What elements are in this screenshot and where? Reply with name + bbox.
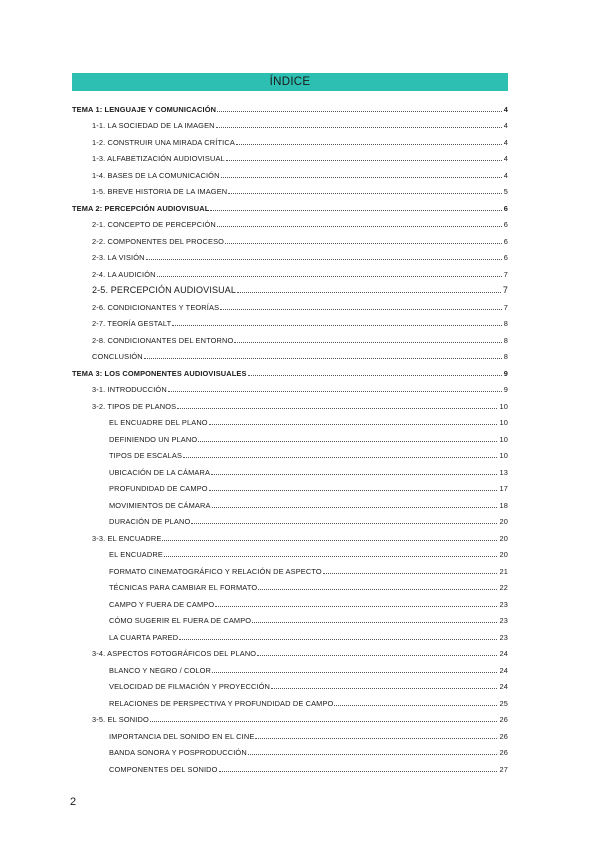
toc-entry-label: LA CUARTA PARED	[109, 632, 179, 642]
toc-dot-leader	[234, 341, 501, 343]
toc-dot-leader	[168, 390, 502, 392]
toc-dot-leader	[179, 638, 497, 640]
toc-entry-label: TÉCNICAS PARA CAMBIAR EL FORMATO	[109, 583, 258, 592]
toc-entry-page: 10	[499, 418, 508, 427]
toc-entry[interactable]	[72, 444, 508, 461]
toc-entry-page: 4	[503, 121, 508, 130]
toc-entry-label: FORMATO CINEMATOGRÁFICO Y RELACIÓN DE ASPECTO	[109, 566, 322, 576]
toc-entry-label: 1-1. LA SOCIEDAD DE LA IMAGEN	[92, 121, 215, 130]
toc-entry-page: 8	[503, 319, 508, 328]
toc-entry[interactable]	[72, 625, 508, 642]
toc-entry[interactable]	[72, 493, 508, 510]
toc-entry-label: UBICACIÓN DE LA CÁMARA	[109, 467, 211, 477]
toc-entry-label: DURACIÓN DE PLANO	[109, 517, 191, 526]
toc-entry-label: 1-3. ALFABETIZACIÓN AUDIOVISUAL	[92, 154, 225, 163]
page-number: 2	[70, 796, 77, 808]
toc-entry[interactable]	[72, 312, 508, 329]
toc-entry[interactable]	[72, 213, 508, 230]
toc-entry[interactable]	[72, 526, 508, 543]
toc-entry-label: CÓMO SUGERIR EL FUERA DE CAMPO	[109, 616, 252, 625]
toc-dot-leader	[252, 621, 497, 623]
toc-entry-label: VELOCIDAD DE FILMACIÓN Y PROYECCIÓN	[109, 682, 271, 691]
toc-entry[interactable]	[72, 196, 508, 213]
toc-entry-label: 3-5. EL SONIDO	[92, 715, 149, 724]
toc-dot-leader	[162, 539, 497, 541]
toc-entry-label: 2-6. CONDICIONANTES Y TEORÍAS	[92, 302, 220, 312]
toc-dot-leader	[217, 225, 502, 227]
toc-dot-leader	[164, 555, 498, 557]
toc-entry[interactable]	[72, 460, 508, 477]
toc-entry-label: CAMPO Y FUERA DE CAMPO	[109, 599, 215, 609]
toc-entry-page: 26	[499, 748, 508, 757]
toc-entry[interactable]	[72, 394, 508, 411]
toc-entry[interactable]	[72, 741, 508, 758]
toc-entry-page: 7	[502, 285, 508, 295]
toc-entry-label: TIPOS DE ESCALAS	[109, 451, 183, 460]
toc-entry-page: 5	[503, 187, 508, 196]
toc-entry[interactable]	[72, 543, 508, 560]
toc-entry-page: 7	[503, 302, 508, 312]
toc-entry-page: 4	[503, 104, 508, 114]
toc-entry-label: TEMA 1: LENGUAJE Y COMUNICACIÓN	[72, 104, 217, 114]
toc-entry-label: DEFINIENDO UN PLANO	[109, 434, 198, 444]
toc-dot-leader	[228, 192, 501, 194]
toc-entry-page: 4	[503, 137, 508, 147]
toc-dot-leader	[220, 308, 502, 310]
toc-dot-leader	[177, 407, 497, 409]
toc-entry-page: 7	[503, 269, 508, 279]
toc-entry[interactable]	[72, 97, 508, 114]
toc-entry-page: 4	[503, 154, 508, 163]
toc-dot-leader	[217, 110, 502, 112]
toc-dot-leader	[183, 456, 497, 458]
toc-entry[interactable]	[72, 576, 508, 593]
toc-entry-page: 25	[499, 698, 508, 708]
toc-dot-leader	[255, 737, 497, 739]
toc-entry[interactable]	[72, 658, 508, 675]
toc-entry-label: 3-4. ASPECTOS FOTOGRÁFICOS DEL PLANO	[92, 649, 257, 658]
toc-entry-page: 23	[499, 616, 508, 625]
toc-entry-label: EL ENCUADRE	[109, 550, 163, 559]
toc-entry-page: 8	[503, 352, 508, 361]
toc-dot-leader	[248, 753, 498, 755]
toc-entry-page: 24	[499, 649, 508, 658]
toc-entry[interactable]	[72, 229, 508, 246]
toc-entry-page: 9	[503, 385, 508, 394]
toc-entry-label: 3-2. TIPOS DE PLANOS	[92, 401, 177, 411]
toc-entry[interactable]	[72, 757, 508, 774]
toc-entry-page: 20	[499, 550, 508, 559]
toc-dot-leader	[144, 357, 502, 359]
toc-entry-label: BLANCO Y NEGRO / COLOR	[109, 665, 212, 675]
toc-dot-leader	[172, 324, 501, 326]
toc-entry-page: 20	[499, 517, 508, 526]
toc-dot-leader	[248, 374, 502, 376]
toc-dot-leader	[211, 473, 497, 475]
toc-entry-page: 27	[499, 764, 508, 774]
toc-dot-leader	[237, 291, 501, 293]
toc-entry-page: 17	[499, 484, 508, 493]
toc-entry-label: RELACIONES DE PERSPECTIVA Y PROFUNDIDAD DE CAMPO	[109, 698, 334, 708]
toc-entry-page: 10	[499, 434, 508, 444]
toc-entry-page: 6	[503, 236, 508, 246]
toc-entry-label: 2-7. TEORÍA GESTALT	[92, 319, 172, 328]
toc-dot-leader	[212, 671, 497, 673]
toc-entry[interactable]	[72, 163, 508, 180]
toc-dot-leader	[334, 704, 497, 706]
table-of-contents	[72, 97, 508, 774]
toc-dot-leader	[216, 126, 502, 128]
toc-entry-label: CONCLUSIÓN	[92, 352, 143, 361]
toc-entry-page: 6	[503, 203, 508, 213]
toc-dot-leader	[221, 176, 502, 178]
toc-entry[interactable]	[72, 130, 508, 147]
toc-entry-page: 6	[503, 253, 508, 262]
toc-entry[interactable]	[72, 708, 508, 725]
toc-dot-leader	[191, 522, 497, 524]
toc-dot-leader	[209, 423, 498, 425]
toc-entry-page: 10	[499, 401, 508, 411]
toc-dot-leader	[236, 143, 502, 145]
toc-entry[interactable]	[72, 246, 508, 263]
toc-dot-leader	[157, 275, 502, 277]
toc-entry-page: 8	[503, 335, 508, 345]
toc-entry[interactable]	[72, 147, 508, 164]
toc-entry-label: 1-2. CONSTRUIR UNA MIRADA CRÍTICA	[92, 137, 235, 147]
toc-entry-page: 18	[499, 500, 508, 510]
toc-dot-leader	[215, 605, 497, 607]
toc-entry[interactable]	[72, 295, 508, 312]
toc-dot-leader	[209, 489, 498, 491]
toc-entry-label: 2-8. CONDICIONANTES DEL ENTORNO	[92, 335, 234, 345]
toc-entry[interactable]	[72, 642, 508, 659]
toc-entry-label: 2-1. CONCEPTO DE PERCEPCIÓN	[92, 220, 216, 229]
toc-dot-leader	[150, 720, 498, 722]
toc-entry-page: 13	[499, 467, 508, 477]
toc-entry-label: PROFUNDIDAD DE CAMPO	[109, 484, 208, 493]
toc-entry[interactable]	[72, 345, 508, 362]
toc-entry-label: 3-3. EL ENCUADRE	[92, 533, 162, 543]
toc-entry[interactable]	[72, 724, 508, 741]
toc-entry[interactable]	[72, 279, 508, 296]
toc-entry-page: 20	[499, 533, 508, 543]
toc-entry-label: BANDA SONORA Y POSPRODUCCIÓN	[109, 748, 247, 757]
toc-entry-label: TEMA 2: PERCEPCIÓN AUDIOVISUAL	[72, 203, 210, 213]
toc-dot-leader	[210, 209, 501, 211]
toc-entry-label: 1-5. BREVE HISTORIA DE LA IMAGEN	[92, 187, 228, 196]
toc-entry-page: 24	[499, 665, 508, 675]
toc-dot-leader	[212, 506, 498, 508]
toc-entry[interactable]	[72, 427, 508, 444]
toc-entry-label: 2-3. LA VISIÓN	[92, 253, 145, 262]
toc-dot-leader	[146, 258, 502, 260]
toc-entry-label: 1-4. BASES DE LA COMUNICACIÓN	[92, 170, 220, 180]
toc-entry-page: 9	[503, 368, 508, 378]
toc-entry-page: 26	[499, 731, 508, 741]
toc-entry-label: EL ENCUADRE DEL PLANO	[109, 418, 208, 427]
toc-entry-page: 24	[499, 682, 508, 691]
toc-dot-leader	[219, 770, 498, 772]
toc-entry-page: 21	[499, 566, 508, 576]
toc-entry-label: 2-5. PERCEPCIÓN AUDIOVISUAL	[92, 285, 237, 295]
toc-dot-leader	[198, 440, 497, 442]
toc-entry[interactable]	[72, 114, 508, 131]
toc-dot-leader	[323, 572, 498, 574]
toc-entry-page: 4	[503, 170, 508, 180]
toc-entry[interactable]	[72, 675, 508, 692]
toc-entry[interactable]	[72, 361, 508, 378]
toc-entry-label: TEMA 3: LOS COMPONENTES AUDIOVISUALES	[72, 368, 247, 378]
toc-entry-label: COMPONENTES DEL SONIDO	[109, 764, 218, 774]
toc-dot-leader	[271, 687, 497, 689]
toc-dot-leader	[225, 242, 502, 244]
toc-entry[interactable]	[72, 477, 508, 494]
toc-entry[interactable]	[72, 411, 508, 428]
toc-dot-leader	[258, 588, 497, 590]
toc-entry-page: 26	[499, 715, 508, 724]
index-title: ÍNDICE	[72, 73, 508, 91]
toc-entry[interactable]	[72, 559, 508, 576]
toc-entry-label: 2-2. COMPONENTES DEL PROCESO	[92, 236, 225, 246]
toc-entry[interactable]	[72, 262, 508, 279]
toc-dot-leader	[257, 654, 497, 656]
toc-entry[interactable]	[72, 609, 508, 626]
toc-entry-page: 10	[499, 451, 508, 460]
toc-dot-leader	[226, 159, 502, 161]
toc-entry-label: MOVIMIENTOS DE CÁMARA	[109, 500, 211, 510]
toc-entry-label: 3-1. INTRODUCCIÓN	[92, 385, 167, 394]
toc-entry-page: 22	[499, 583, 508, 592]
toc-entry-page: 23	[499, 599, 508, 609]
toc-entry[interactable]	[72, 180, 508, 197]
toc-entry[interactable]	[72, 691, 508, 708]
toc-entry[interactable]	[72, 592, 508, 609]
toc-entry-label: 2-4. LA AUDICIÓN	[92, 269, 156, 279]
toc-entry[interactable]	[72, 510, 508, 527]
toc-entry-page: 23	[499, 632, 508, 642]
toc-entry-page: 6	[503, 220, 508, 229]
toc-entry[interactable]	[72, 378, 508, 395]
toc-entry-label: IMPORTANCIA DEL SONIDO EN EL CINE	[109, 731, 255, 741]
toc-entry[interactable]	[72, 328, 508, 345]
